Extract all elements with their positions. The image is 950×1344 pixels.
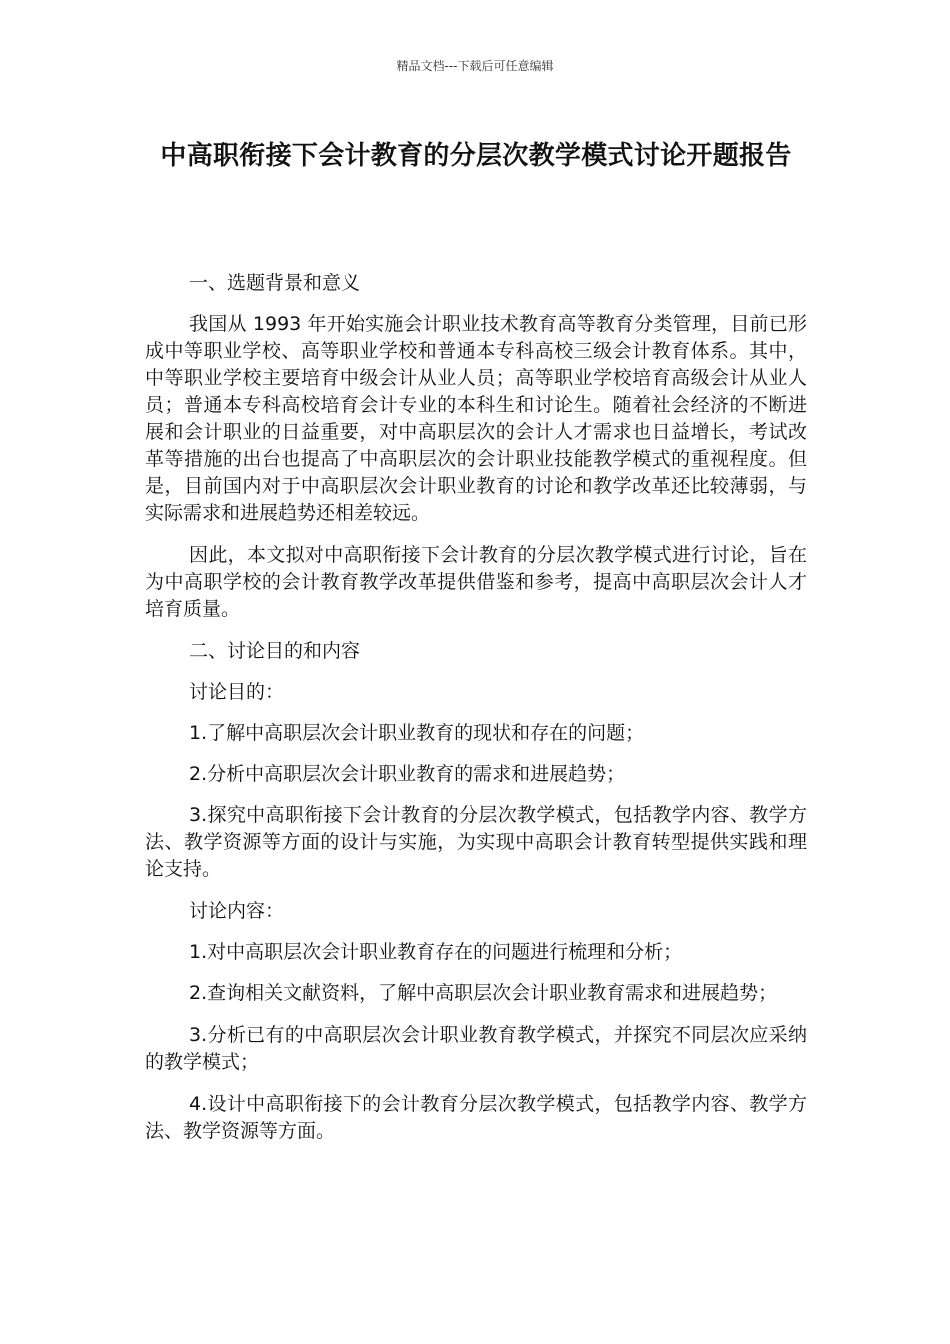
content-label: 讨论内容： <box>189 900 285 922</box>
objective-item-1: 1.了解中高职层次会计职业教育的现状和存在的问题； <box>189 722 645 744</box>
section-heading-objectives: 二、讨论目的和内容 <box>189 640 361 662</box>
section-heading-background: 一、选题背景和意义 <box>189 272 361 294</box>
paragraph-purpose-statement: 因此，本文拟对中高职衔接下会计教育的分层次教学模式进行讨论，旨在为中高职学校的会计教育教学改革提供借鉴和参考，提高中高职层次会计人才培育质量。 <box>145 544 807 620</box>
content-item-1: 1.对中高职层次会计职业教育存在的问题进行梳理和分析； <box>189 941 683 963</box>
objective-item-3: 3.探究中高职衔接下会计教育的分层次教学模式，包括教学内容、教学方法、教学资源等方面的设计与实施，为实现中高职会计教育转型提供实践和理论支持。 <box>145 804 807 880</box>
content-item-3: 3.分析已有的中高职层次会计职业教育教学模式，并探究不同层次应采纳的教学模式； <box>145 1024 807 1073</box>
paragraph-background: 我国从 1993 年开始实施会计职业技术教育高等教育分类管理，目前已形成中等职业学校、高等职业学校和普通本专科高校三级会计教育体系。其中，中等职业学校主要培育中级会计从业人员；高等职业学校培育高级会计从业人员；普通本专科高校培育会计专业的本科生和讨论生。随着社会经济的不断进展和会计职业的日益重要，对中高职层次的会计人才需求也日益增长，考试改革等措施的出台也提高了中高职层次的会计职业技能教学模式的重视程度。但是，目前国内对于中高职层次会计职业教育的讨论和教学改革还比较薄弱，与实际需求和进展趋势还相差较远。 <box>145 313 807 524</box>
header-note: 精品文档---下载后可任意编辑 <box>396 59 554 73</box>
content-item-2: 2.查询相关文献资料，了解中高职层次会计职业教育需求和进展趋势； <box>189 982 778 1004</box>
content-item-4: 4.设计中高职衔接下的会计教育分层次教学模式，包括教学内容、教学方法、教学资源等方面。 <box>145 1093 807 1142</box>
objective-item-2: 2.分析中高职层次会计职业教育的需求和进展趋势； <box>189 763 626 785</box>
page-title: 中高职衔接下会计教育的分层次教学模式讨论开题报告 <box>160 141 792 171</box>
document-body <box>145 270 807 1160</box>
objectives-label: 讨论目的： <box>189 681 285 703</box>
